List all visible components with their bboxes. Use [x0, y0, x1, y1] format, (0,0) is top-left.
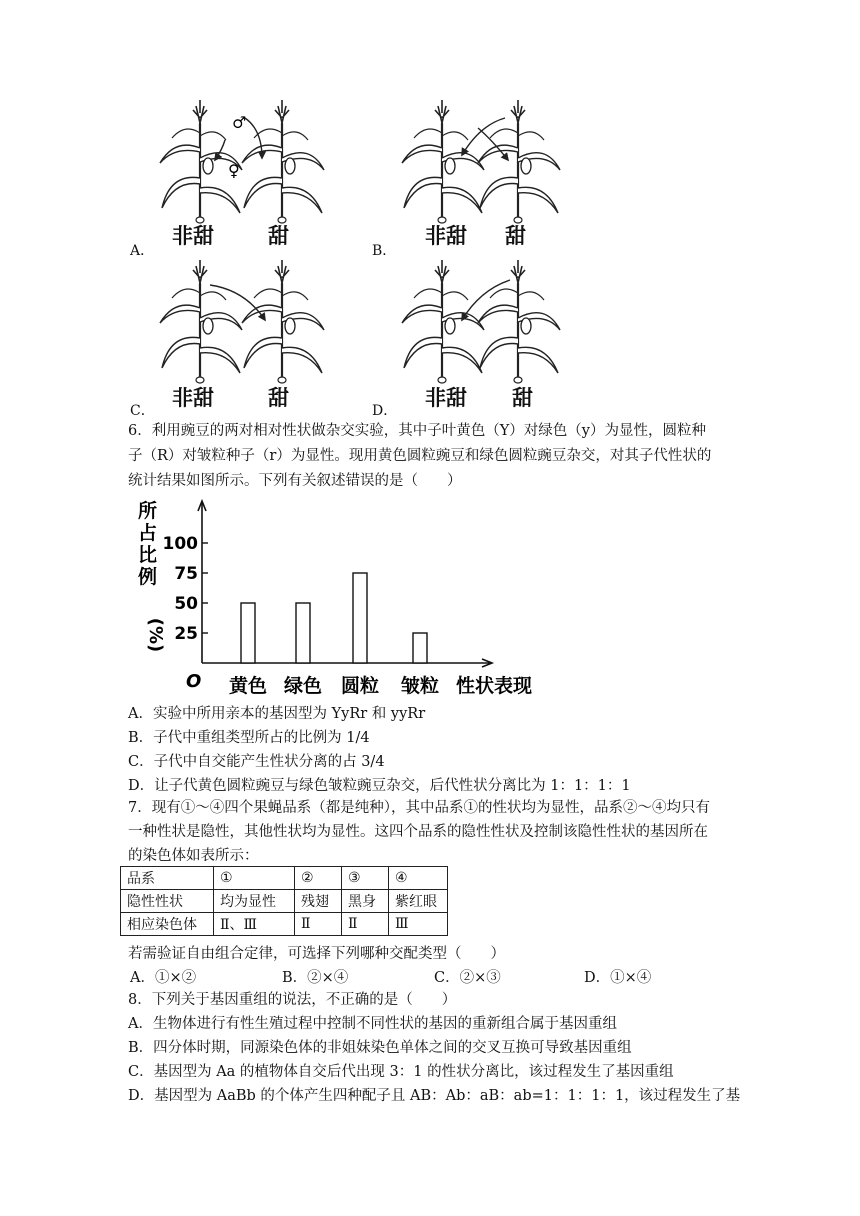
figure-a-plant-sweet — [242, 100, 324, 223]
figure-option-c: C． — [130, 403, 155, 419]
figure-d-plant-sweet — [478, 260, 560, 383]
q7-option-b: B．②×④ — [282, 970, 349, 986]
bar-chart — [120, 495, 560, 700]
bar — [413, 633, 427, 663]
q6-option-a: A．实验中所用亲本的基因型为 YyRr 和 yyRr — [128, 706, 426, 722]
x-tick-label: 皱粒 — [400, 675, 440, 697]
figure-b-plant-non-sweet — [402, 100, 484, 223]
table-row — [121, 890, 448, 913]
q8-option-a: A．生物体进行有性生殖过程中控制不同性状的基因的重新组合属于基因重组 — [128, 1016, 617, 1032]
table-cell: 均为显性 — [214, 890, 295, 913]
q8-option-d: D．基因型为 AaBb 的个体产生四种配子且 AB：Ab：aB：ab=1：1：1：1，该过程发生了基 — [128, 1088, 741, 1104]
table-cell: Ⅱ、Ⅲ — [214, 913, 295, 936]
q6-stem-line-1: 6．利用豌豆的两对相对性状做杂交实验，其中子叶黄色（Y）对绿色（y）为显性，圆粒种 — [128, 423, 706, 439]
table-cell: ② — [295, 867, 342, 890]
label-non-sweet-d: 非甜 — [425, 386, 467, 410]
q6-stem-line-3: 统计结果如图所示。下列有关叙述错误的是（ ） — [128, 473, 462, 489]
table-cell: Ⅲ — [389, 913, 448, 936]
q7-option-d: D．①×④ — [584, 970, 652, 986]
table-cell: Ⅱ — [295, 913, 342, 936]
figure-option-b: B． — [372, 243, 397, 259]
y-axis-label-char: 例 — [138, 566, 158, 588]
label-non-sweet-a: 非甜 — [172, 224, 214, 248]
x-tick-label: 绿色 — [283, 675, 323, 697]
label-sweet-b: 甜 — [505, 224, 526, 248]
bar — [353, 573, 367, 663]
table-cell: 品系 — [121, 867, 214, 890]
figure-c-plant-sweet — [242, 260, 324, 383]
x-axis-label: 性状表现 — [456, 675, 533, 697]
label-sweet-c: 甜 — [268, 386, 289, 410]
y-tick-label: 50 — [174, 594, 198, 614]
q7-stem-line-1: 7．现有①～④四个果蝇品系（都是纯种），其中品系①的性状均为显性，品系②～④均只有 — [128, 800, 710, 816]
bar — [241, 603, 255, 663]
q7-option-a: A．①×② — [130, 970, 197, 986]
x-tick-label: 圆粒 — [340, 675, 380, 697]
bar — [296, 603, 310, 663]
q7-stem-line-3: 的染色体如表所示： — [128, 848, 259, 864]
y-axis-label-unit: (%) — [145, 617, 166, 653]
q8-option-c: C．基因型为 Aa 的植物体自交后代出现 3：1 的性状分离比，该过程发生了基因重组 — [128, 1064, 674, 1080]
y-tick-label: 100 — [162, 534, 198, 554]
table-cell: 隐性性状 — [121, 890, 214, 913]
table-row — [121, 867, 448, 890]
figure-option-d: D． — [372, 403, 398, 419]
q6-option-b: B．子代中重组类型所占的比例为 1/4 — [128, 730, 370, 746]
y-axis-label-char: 占 — [138, 522, 158, 544]
q8-stem: 8．下列关于基因重组的说法，不正确的是（ ） — [128, 992, 457, 1008]
origin-label: O — [186, 671, 202, 692]
strain-table — [120, 866, 448, 936]
q7-question: 若需验证自由组合定律，可选择下列哪种交配类型（ ） — [128, 946, 505, 962]
female-symbol: ♀ — [228, 161, 240, 180]
figure-d-plant-non-sweet — [402, 260, 484, 383]
y-tick-label: 75 — [174, 564, 198, 584]
y-axis-label-char: 比 — [138, 544, 158, 566]
x-tick-label: 黄色 — [228, 675, 268, 697]
table-cell: 相应染色体 — [121, 913, 214, 936]
label-sweet-d: 甜 — [512, 386, 533, 410]
table-row — [121, 913, 448, 936]
table-cell: 残翅 — [295, 890, 342, 913]
table-cell: 黑身 — [342, 890, 389, 913]
q6-stem-line-2: 子（R）对皱粒种子（r）为显性。现用黄色圆粒豌豆和绿色圆粒豌豆杂交，对其子代性状的 — [128, 448, 712, 464]
figure-option-a: A． — [130, 243, 155, 259]
q8-option-b: B．四分体时期，同源染色体的非姐妹染色单体之间的交叉互换可导致基因重组 — [128, 1040, 632, 1056]
label-sweet-a: 甜 — [268, 224, 289, 248]
table-cell: ③ — [342, 867, 389, 890]
table-cell: ④ — [389, 867, 448, 890]
q7-stem-line-2: 一种性状是隐性，其他性状均为显性。这四个品系的隐性性状及控制该隐性性状的基因所在 — [128, 824, 708, 840]
y-axis-label-char: 所 — [138, 500, 158, 522]
label-non-sweet-b: 非甜 — [425, 224, 467, 248]
table-cell: 紫红眼 — [389, 890, 448, 913]
q6-option-c: C．子代中自交能产生性状分离的占 3/4 — [128, 754, 385, 770]
q7-option-c: C．②×③ — [434, 970, 501, 986]
table-cell: ① — [214, 867, 295, 890]
q6-option-d: D．让子代黄色圆粒豌豆与绿色皱粒豌豆杂交，后代性状分离比为 1：1：1：1 — [128, 778, 631, 794]
figure-c-plant-non-sweet — [160, 260, 242, 383]
label-non-sweet-c: 非甜 — [172, 386, 214, 410]
corn-figures — [0, 0, 860, 420]
figure-b-plant-sweet — [478, 100, 560, 223]
figure-b-arrow2 — [478, 128, 508, 160]
table-cell: Ⅱ — [342, 913, 389, 936]
y-tick-label: 25 — [174, 624, 198, 644]
male-symbol: ♂ — [232, 113, 247, 132]
